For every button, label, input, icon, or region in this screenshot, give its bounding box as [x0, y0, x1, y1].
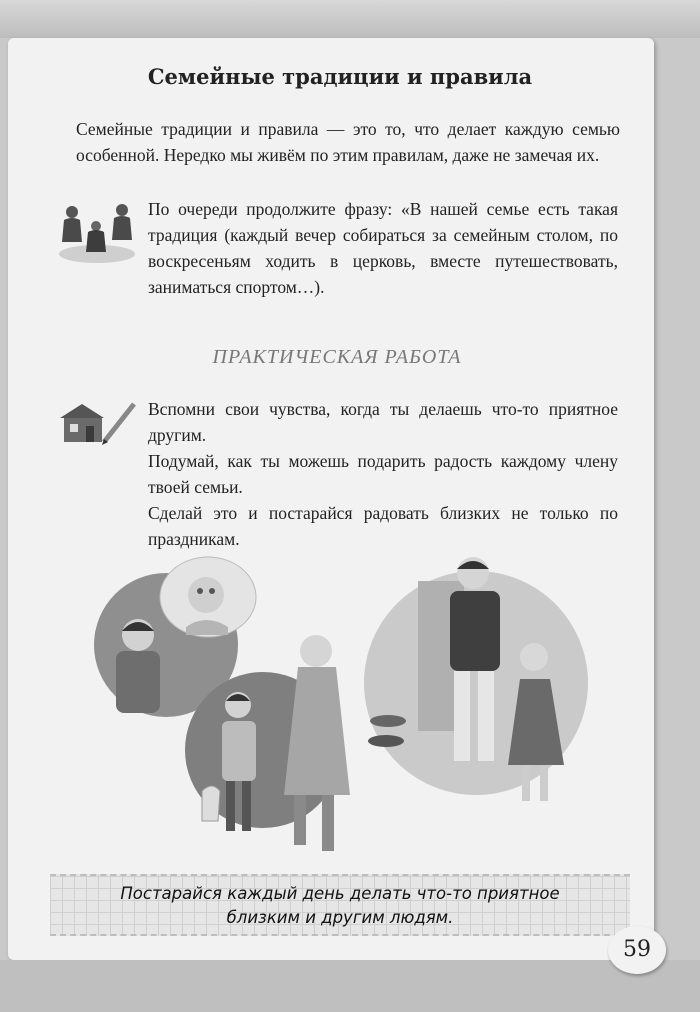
practical-task-1: Вспомни свои чувства, когда ты делаешь что-то приятное другим.: [148, 399, 618, 445]
reminder-note: [50, 874, 630, 936]
father-daughter-scene: [364, 557, 588, 801]
page-number: 59: [608, 926, 666, 974]
family-illustration: [88, 555, 608, 865]
practical-task-3: Сделай это и постарайся радовать близких не только по праздникам.: [148, 503, 618, 549]
house-pencil-icon: [56, 398, 138, 448]
reminder-line-2: близким и другим людям.: [226, 908, 454, 927]
intro-paragraph: Семейные традиции и правила — это то, что делает каждую семью особенной. Нередко мы живём по этим правилам, даже не замечая их.: [76, 119, 620, 165]
page-bottom-edge: [0, 960, 700, 1012]
practical-task-2: Подумай, как ты можешь подарить радость каждому члену твоей семьи.: [148, 451, 618, 497]
discussion-task: По очереди продолжите фразу: «В нашей семье есть такая традиция (каждый вечер собираться за семейным столом, по воскресеньям ходить в церковь, вместе путешествовать, заниматься спортом…).: [148, 199, 618, 297]
reminder-line-1: Постарайся каждый день делать что-то приятное: [120, 884, 560, 903]
page-top-edge: [0, 0, 700, 38]
page-title: Семейные традиции и правила: [147, 64, 533, 89]
practical-work-heading: ПРАКТИЧЕСКАЯ РАБОТА: [212, 346, 462, 368]
group-discussion-icon: [56, 198, 138, 266]
